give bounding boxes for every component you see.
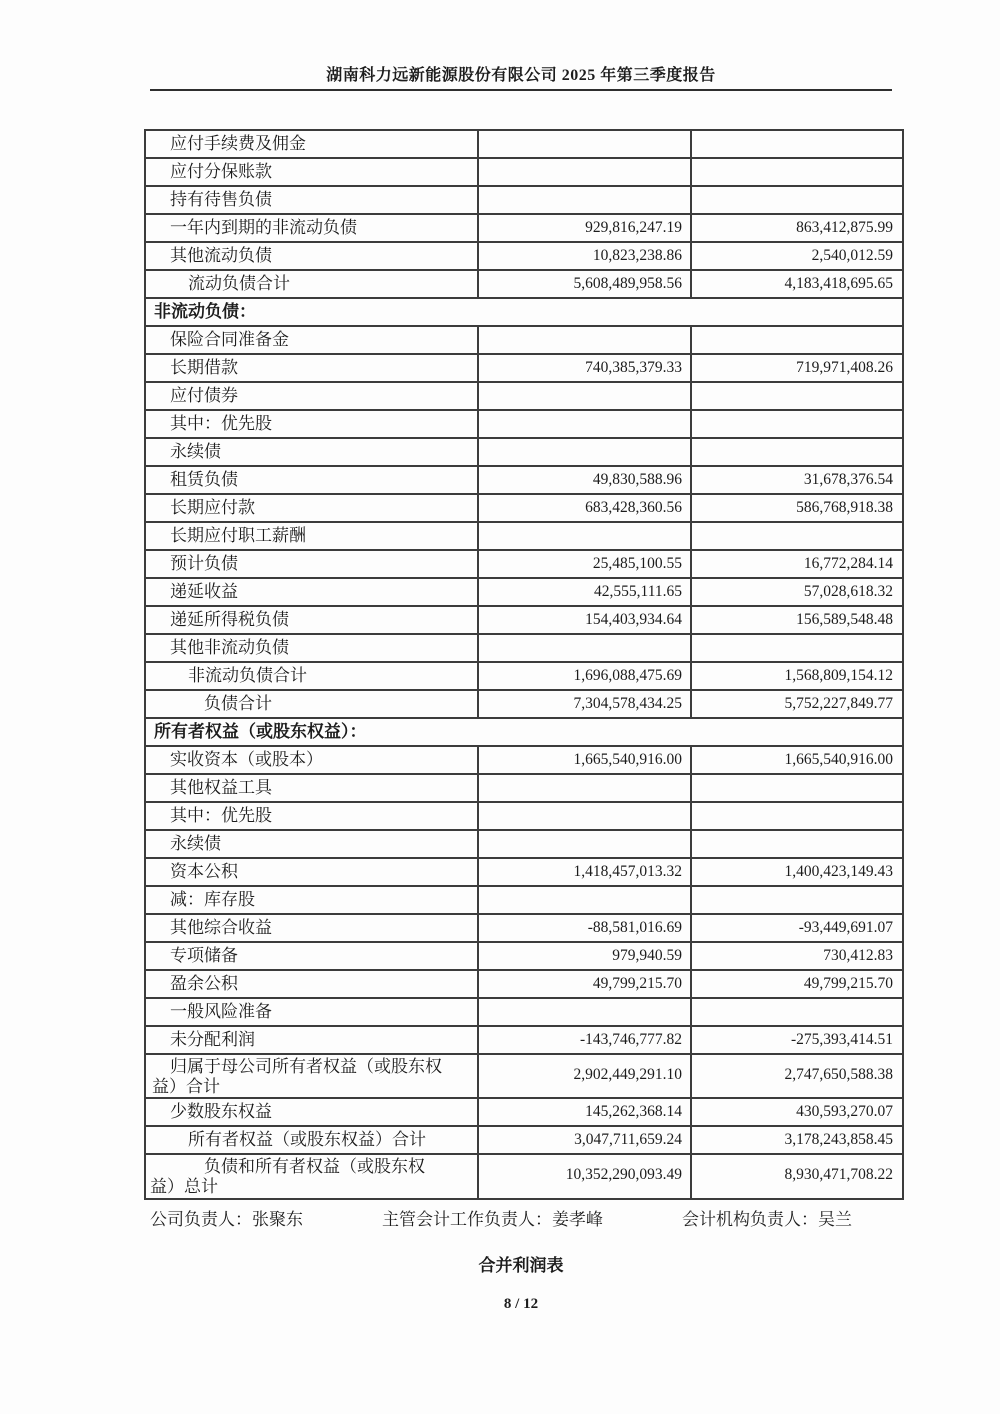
page-header-title: 湖南科力远新能源股份有限公司 2025 年第三季度报告: [326, 67, 716, 84]
row-label: 实收资本（或股本）: [146, 747, 479, 773]
row-value-current-period: 740,385,379.33: [479, 355, 692, 381]
table-row: [146, 523, 902, 551]
row-value-prior-period: [692, 635, 902, 661]
row-value-prior-period: 730,412.83: [823, 947, 893, 964]
row-value-current-period: [479, 635, 692, 661]
table-row: [146, 1155, 902, 1198]
row-label: 非流动负债：: [154, 302, 256, 321]
table-row: [146, 1127, 902, 1155]
row-value-current-period: 2,902,449,291.10: [479, 1055, 692, 1097]
row-label: 其他非流动负债: [146, 635, 479, 661]
row-value-prior-period: [692, 887, 902, 913]
table-row: [146, 1027, 902, 1055]
balance-sheet-table: [144, 129, 904, 1200]
row-label: 永续债: [146, 831, 479, 857]
row-value-prior-period: [692, 187, 902, 213]
row-value-prior-period: 8,930,471,708.22: [784, 1166, 893, 1183]
table-row: [146, 635, 902, 663]
row-value-current-period: 10,352,290,093.49: [479, 1155, 692, 1198]
row-label: 归属于母公司所有者权益（或股东权益）合计: [146, 1055, 479, 1097]
row-label: 资本公积: [146, 859, 479, 885]
header-divider: [150, 89, 892, 91]
row-label: 其中：优先股: [146, 411, 479, 437]
table-row: [146, 551, 902, 579]
table-row: [146, 383, 902, 411]
table-row: [146, 439, 902, 467]
row-value-prior-period: 156,589,548.48: [796, 611, 893, 628]
row-label: 预计负债: [146, 551, 479, 577]
row-label: 应付手续费及佣金: [146, 131, 479, 157]
row-value-current-period: [479, 999, 692, 1025]
row-value-prior-period: -93,449,691.07: [798, 919, 893, 936]
table-row: [146, 663, 902, 691]
table-row: [146, 327, 902, 355]
row-value-current-period: 10,823,238.86: [479, 243, 692, 269]
row-value-current-period: 42,555,111.65: [479, 579, 692, 605]
row-label: 未分配利润: [146, 1027, 479, 1053]
row-label: 持有待售负债: [146, 187, 479, 213]
row-label: 应付分保账款: [146, 159, 479, 185]
row-value-current-period: 683,428,360.56: [479, 495, 692, 521]
row-value-prior-period: 1,400,423,149.43: [784, 863, 893, 880]
row-value-current-period: 5,608,489,958.56: [479, 271, 692, 297]
row-label: 一年内到期的非流动负债: [146, 215, 479, 241]
row-value-current-period: 25,485,100.55: [479, 551, 692, 577]
row-label: 长期应付职工薪酬: [146, 523, 479, 549]
row-value-current-period: [479, 775, 692, 801]
table-row: [146, 719, 902, 747]
signature-line: [150, 1205, 892, 1231]
row-value-current-period: [479, 159, 692, 185]
row-value-prior-period: -275,393,414.51: [790, 1031, 893, 1048]
table-row: [146, 1099, 902, 1127]
table-row: [146, 187, 902, 215]
row-value-current-period: [479, 887, 692, 913]
row-value-current-period: [479, 383, 692, 409]
row-value-current-period: 1,665,540,916.00: [479, 747, 692, 773]
table-row: [146, 831, 902, 859]
row-value-prior-period: [692, 775, 902, 801]
table-row: [146, 243, 902, 271]
table-row: [146, 411, 902, 439]
row-value-prior-period: 49,799,215.70: [803, 975, 893, 992]
row-label: 其中：优先股: [146, 803, 479, 829]
table-row: [146, 803, 902, 831]
row-value-current-period: -88,581,016.69: [479, 915, 692, 941]
row-value-prior-period: [692, 383, 902, 409]
row-value-prior-period: 5,752,227,849.77: [784, 695, 893, 712]
table-row: [146, 495, 902, 523]
row-value-prior-period: 31,678,376.54: [803, 471, 893, 488]
row-value-prior-period: [692, 999, 902, 1025]
row-value-prior-period: 57,028,618.32: [803, 583, 893, 600]
table-row: [146, 607, 902, 635]
row-value-prior-period: 586,768,918.38: [796, 499, 893, 516]
row-value-prior-period: [692, 327, 902, 353]
row-value-current-period: [479, 411, 692, 437]
row-value-prior-period: 2,540,012.59: [811, 247, 893, 264]
row-value-prior-period: 719,971,408.26: [796, 359, 893, 376]
table-row: [146, 999, 902, 1027]
row-label: 长期借款: [146, 355, 479, 381]
row-label: 减：库存股: [146, 887, 479, 913]
table-row: [146, 971, 902, 999]
row-value-current-period: 979,940.59: [479, 943, 692, 969]
table-row: [146, 131, 902, 159]
table-row: [146, 215, 902, 243]
table-row: [146, 747, 902, 775]
row-label: 其他综合收益: [146, 915, 479, 941]
row-label: 非流动负债合计: [146, 663, 479, 689]
table-row: [146, 467, 902, 495]
table-row: [146, 355, 902, 383]
table-row: [146, 691, 902, 719]
row-value-current-period: 7,304,578,434.25: [479, 691, 692, 717]
row-value-prior-period: 16,772,284.14: [803, 555, 893, 572]
row-value-current-period: -143,746,777.82: [479, 1027, 692, 1053]
row-value-prior-period: [692, 439, 902, 465]
row-label: 其他权益工具: [146, 775, 479, 801]
signature-company-head: 公司负责人：张聚东: [150, 1210, 303, 1229]
row-label: 递延收益: [146, 579, 479, 605]
row-value-current-period: 154,403,934.64: [479, 607, 692, 633]
row-label: 所有者权益（或股东权益）合计: [146, 1127, 479, 1153]
row-label: 长期应付款: [146, 495, 479, 521]
table-row: [146, 943, 902, 971]
row-value-prior-period: 4,183,418,695.65: [784, 275, 893, 292]
row-value-prior-period: [692, 831, 902, 857]
row-label: 其他流动负债: [146, 243, 479, 269]
row-label: 负债和所有者权益（或股东权益）总计: [146, 1155, 479, 1198]
row-label: 专项储备: [146, 943, 479, 969]
table-row: [146, 887, 902, 915]
row-value-current-period: 929,816,247.19: [479, 215, 692, 241]
table-row: [146, 1055, 902, 1099]
row-value-prior-period: [692, 131, 902, 157]
row-value-prior-period: 863,412,875.99: [796, 219, 893, 236]
table-row: [146, 159, 902, 187]
row-value-prior-period: 1,568,809,154.12: [784, 667, 893, 684]
row-label: 应付债券: [146, 383, 479, 409]
row-value-prior-period: [692, 523, 902, 549]
row-value-current-period: [479, 327, 692, 353]
row-value-prior-period: [692, 803, 902, 829]
row-value-prior-period: 3,178,243,858.45: [784, 1131, 893, 1148]
row-label: 负债合计: [146, 691, 479, 717]
row-label: 所有者权益（或股东权益）：: [154, 722, 367, 741]
row-value-current-period: 49,799,215.70: [479, 971, 692, 997]
row-label: 永续债: [146, 439, 479, 465]
row-value-current-period: [479, 439, 692, 465]
row-label: 少数股东权益: [146, 1099, 479, 1125]
signature-accounting-org-head: 会计机构负责人：吴兰: [682, 1210, 852, 1229]
row-value-prior-period: [692, 159, 902, 185]
row-value-current-period: 3,047,711,659.24: [479, 1127, 692, 1153]
table-row: [146, 299, 902, 327]
row-value-current-period: [479, 523, 692, 549]
row-value-current-period: 1,696,088,475.69: [479, 663, 692, 689]
table-row: [146, 859, 902, 887]
row-value-prior-period: 1,665,540,916.00: [784, 751, 893, 768]
row-label: 一般风险准备: [146, 999, 479, 1025]
table-row: [146, 915, 902, 943]
signature-accounting-work-head: 主管会计工作负责人：姜孝峰: [382, 1210, 603, 1229]
row-value-current-period: [479, 187, 692, 213]
row-label: 流动负债合计: [146, 271, 479, 297]
row-value-prior-period: 430,593,270.07: [796, 1103, 893, 1120]
row-label: 租赁负债: [146, 467, 479, 493]
row-label: 递延所得税负债: [146, 607, 479, 633]
next-table-title: 合并利润表: [478, 1256, 564, 1275]
row-value-current-period: 1,418,457,013.32: [479, 859, 692, 885]
page-number: 8 / 12: [503, 1296, 539, 1312]
table-row: [146, 775, 902, 803]
row-value-current-period: 49,830,588.96: [479, 467, 692, 493]
row-value-current-period: [479, 131, 692, 157]
table-row: [146, 579, 902, 607]
row-value-current-period: 145,262,368.14: [479, 1099, 692, 1125]
row-value-current-period: [479, 803, 692, 829]
row-label: 盈余公积: [146, 971, 479, 997]
row-value-prior-period: 2,747,650,588.38: [784, 1066, 893, 1083]
row-label: 保险合同准备金: [146, 327, 479, 353]
row-value-prior-period: [692, 411, 902, 437]
table-row: [146, 271, 902, 299]
row-value-current-period: [479, 831, 692, 857]
